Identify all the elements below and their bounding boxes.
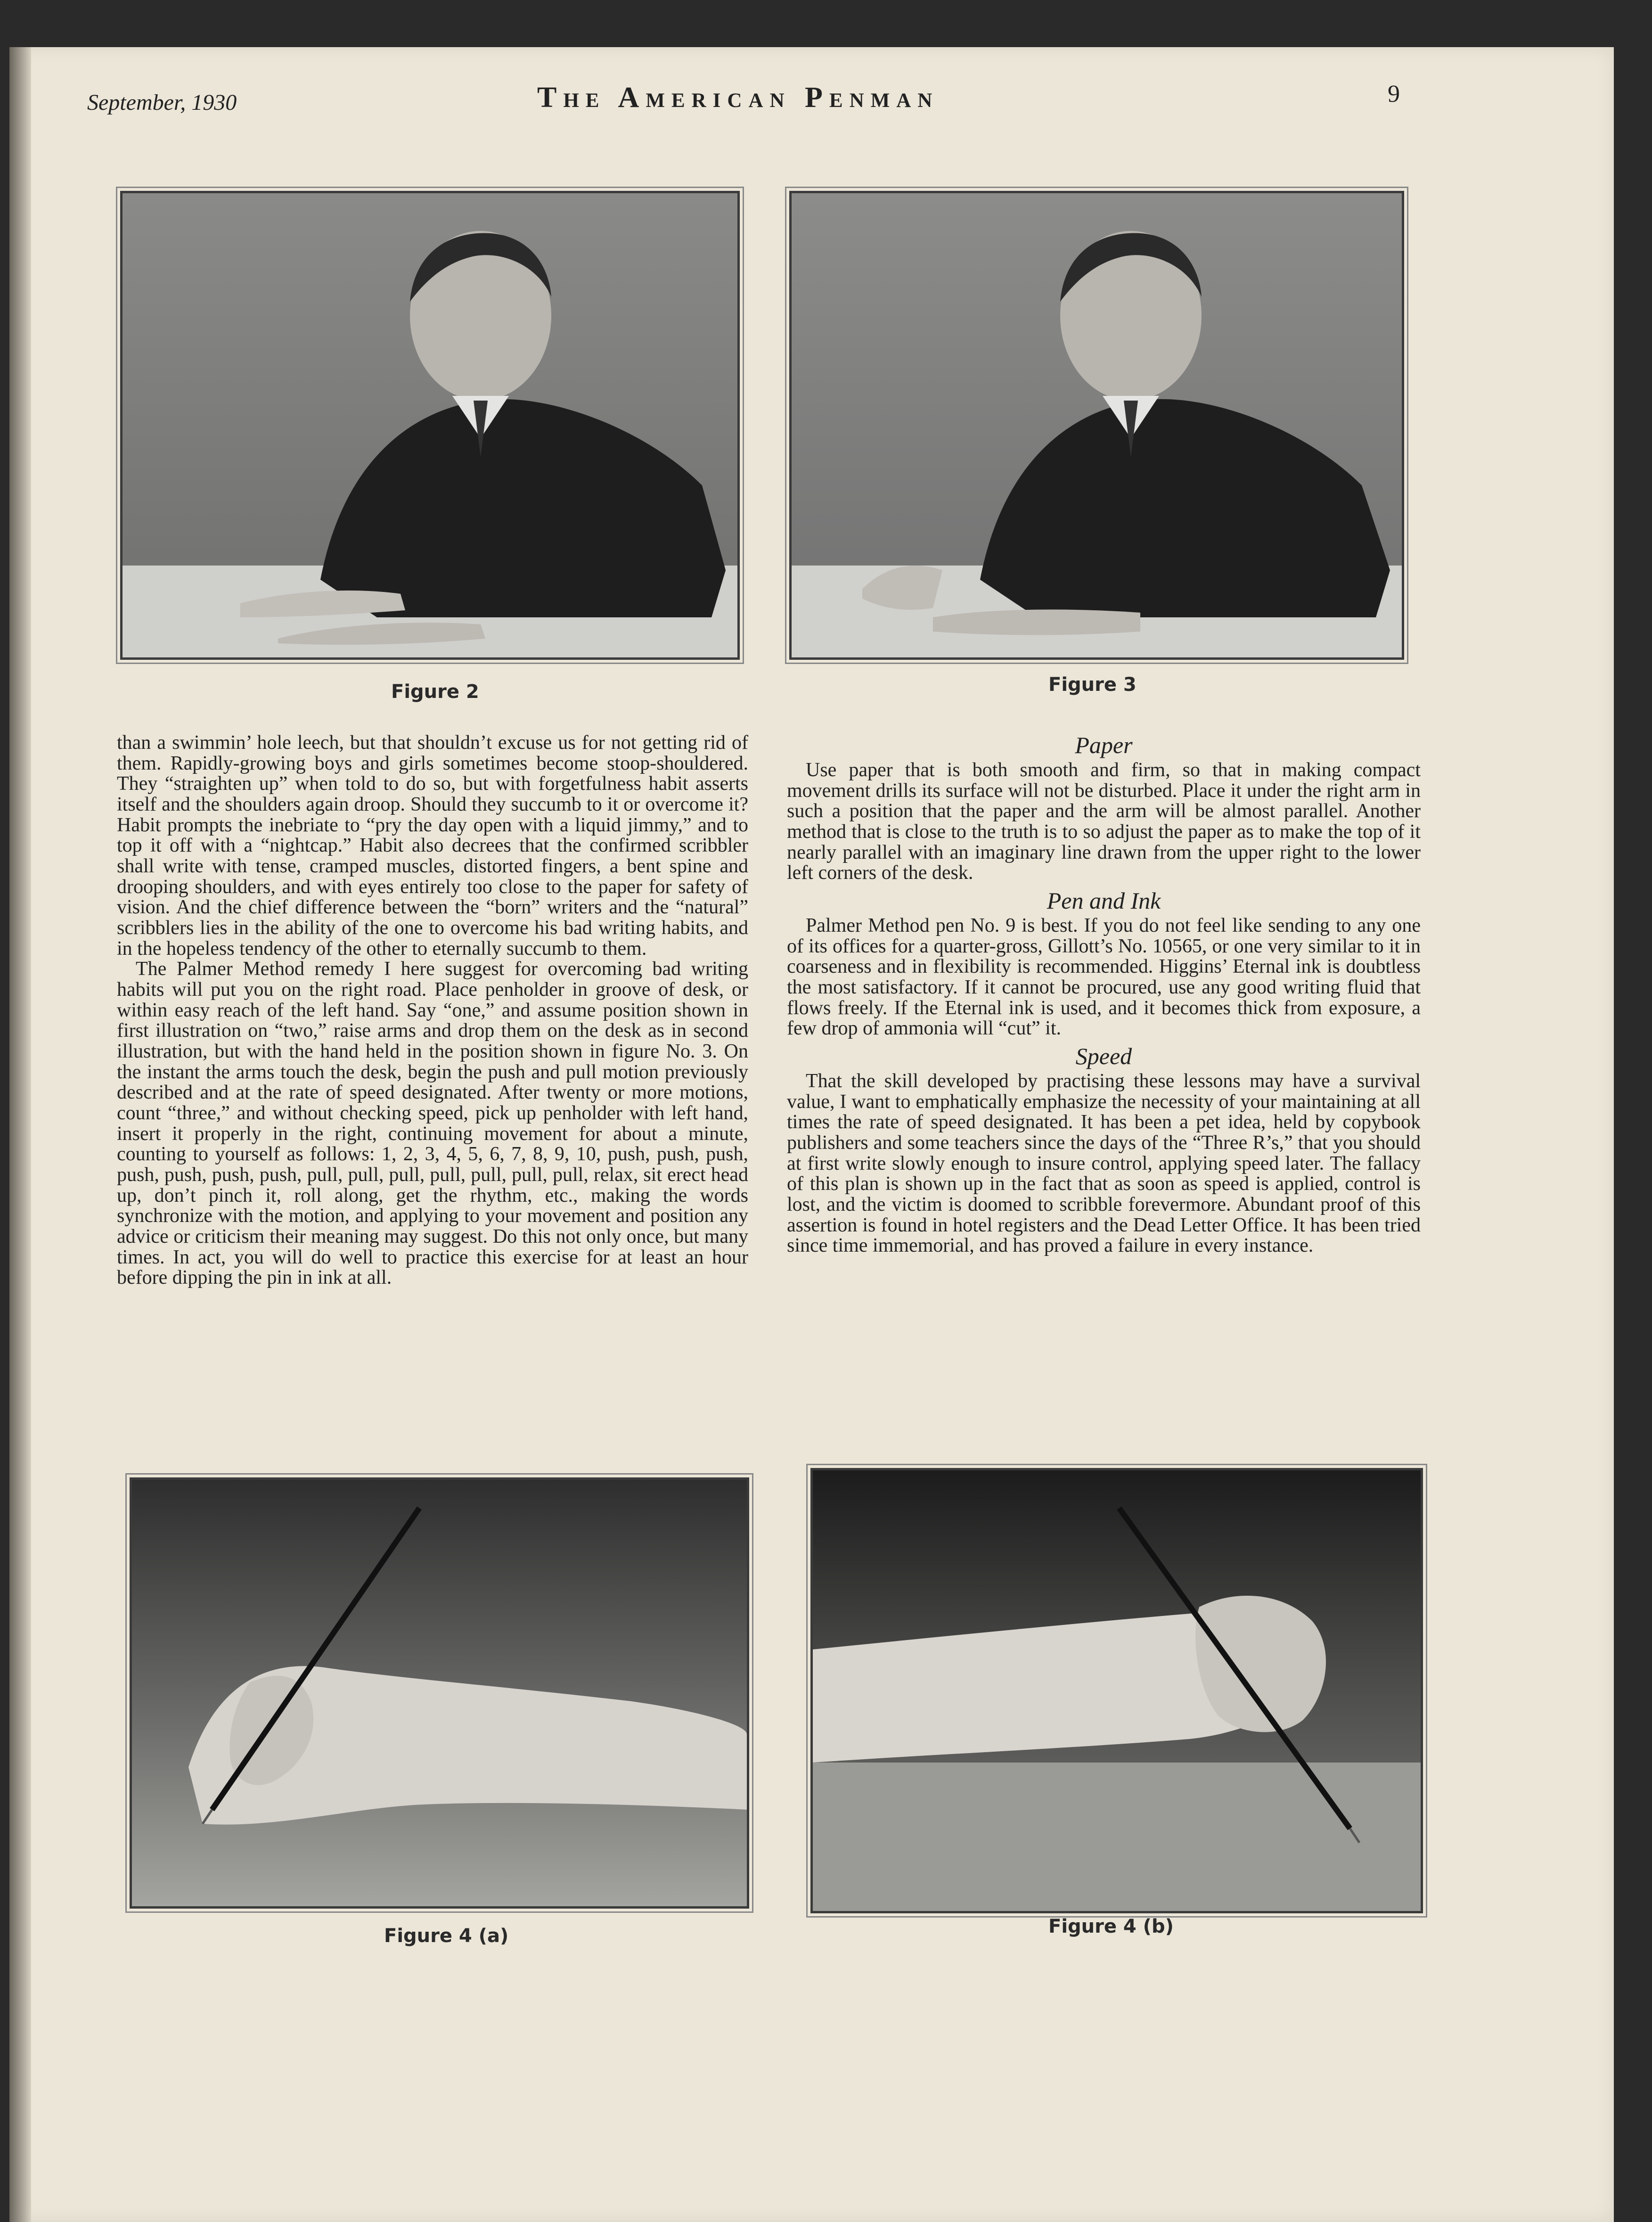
figure-4a-photo (130, 1477, 749, 1909)
left-paragraph: than a swimmin’ hole leech, but that shouldn’t excuse us for not getting rid of them. Rapidly-growing boys and girls sometimes become stoop-shouldered. They “straighten up” when told to do so, but with forgetfulness habit asserts itself and the shoulders again droop. Should they succumb to it or overcome it? Habit prompts the inebriate to “pry the day open with a liquid jimmy,” and to top it off with a “nightcap.” Habit also decrees that the confirmed scribbler shall write with tense, cramped muscles, distorted fingers, a bent spine and drooping shoulders, and with eyes entirely too close to the paper for safety of vision. And the chief difference between the “born” writers and the “natural” scribblers lies in the ability of the one to overcome his bad writing habits, and in the hopeless tendency of the other to eternally succumb to them. (117, 732, 748, 959)
figure-2-photo (120, 191, 740, 660)
right-text-column (787, 728, 1421, 1256)
section-heading-pen-and-ink: Pen and Ink (1047, 887, 1161, 914)
section-heading-speed: Speed (1075, 1043, 1132, 1070)
section-text-speed: That the skill developed by practising these lessons may have a survival value, I want to emphatically emphasize the necessity of your maintaining at all times the rate of speed designated. It has been a pet idea, held by copybook publishers and some teachers since the days of the “Three R’s,” that you should at first write slowly enough to insure control, applying speed later. The fallacy of this plan is shown up in the fact that as soon as speed is applied, control is lost, and the victim is doomed to scribble forevermore. Abundant proof of this assertion is found in hotel registers and the Dead Letter Office. It has been tried since time immemorial, and has proved a failure in every instance. (787, 1070, 1421, 1257)
section-text-pen-and-ink: Palmer Method pen No. 9 is best. If you do not feel like sending to any one of its offices for a quarter-gross, Gillott’s No. 10565, or one very similar to it in coarseness and in flexibility is recommended. Higgins’ Eternal ink is doubtless the most satisfactory. If it cannot be procured, use any good writing fluid that flows freely. If the Eternal ink is used, and it becomes thick from exposure, a few drop of ammonia will “cut” it. (787, 915, 1421, 1040)
figure-3-caption: Figure 3 (1048, 674, 1137, 696)
issue-date: September, 1930 (87, 90, 237, 115)
section-heading-paper: Paper (1075, 732, 1133, 758)
left-paragraph: The Palmer Method remedy I here suggest for overcoming bad writing habits will put you on the right road. Place penholder in groove of desk, or within easy reach of the left hand. Say “one,” and assume position shown in first illustration on “two,” raise arms and drop them on the desk as in second illustration, but with the hand held in the position shown in figure No. 3. On the instant the arms touch the desk, begin the push and pull motion previously described and at the rate of speed designated. After twenty or more motions, count “three,” and without checking speed, pick up penholder with left hand, insert it properly in the right, continuing movement for about a minute, counting to yourself as follows: 1, 2, 3, 4, 5, 6, 7, 8, 9, 10, push, push, push, push, push, push, push, pull, pull, pull, pull, pull, pull, pull, relax, sit erect head up, don’t pinch it, roll along, get the rhythm, etc., making the words synchronize with the motion, and applying to your movement and position any advice or criticism their meaning may suggest. Do this not only once, but many times. In act, you will do well to practice this exercise for at least an hour before dipping the pin in ink at all. (117, 958, 748, 1289)
left-text-column (117, 733, 748, 1288)
magazine-title: The American Penman (537, 82, 939, 114)
figure-4b-photo (810, 1468, 1423, 1913)
figure-4a-caption: Figure 4 (a) (384, 1925, 509, 1947)
figure-2-caption: Figure 2 (391, 681, 479, 703)
figure-4b-caption: Figure 4 (b) (1048, 1916, 1174, 1937)
figure-3-photo (789, 191, 1404, 660)
page-number: 9 (1388, 81, 1400, 107)
section-text-paper: Use paper that is both smooth and firm, so that in making compact movement drills its surface will not be disturbed. Place it under the right arm in such a position that the paper and the arm will be almost parallel. Another method that is close to the truth is to so adjust the paper as to make the top of it nearly parallel with an imaginary line drawn from the upper right to the lower left corners of the desk. (787, 759, 1421, 884)
page-spine-shadow (9, 47, 31, 2222)
